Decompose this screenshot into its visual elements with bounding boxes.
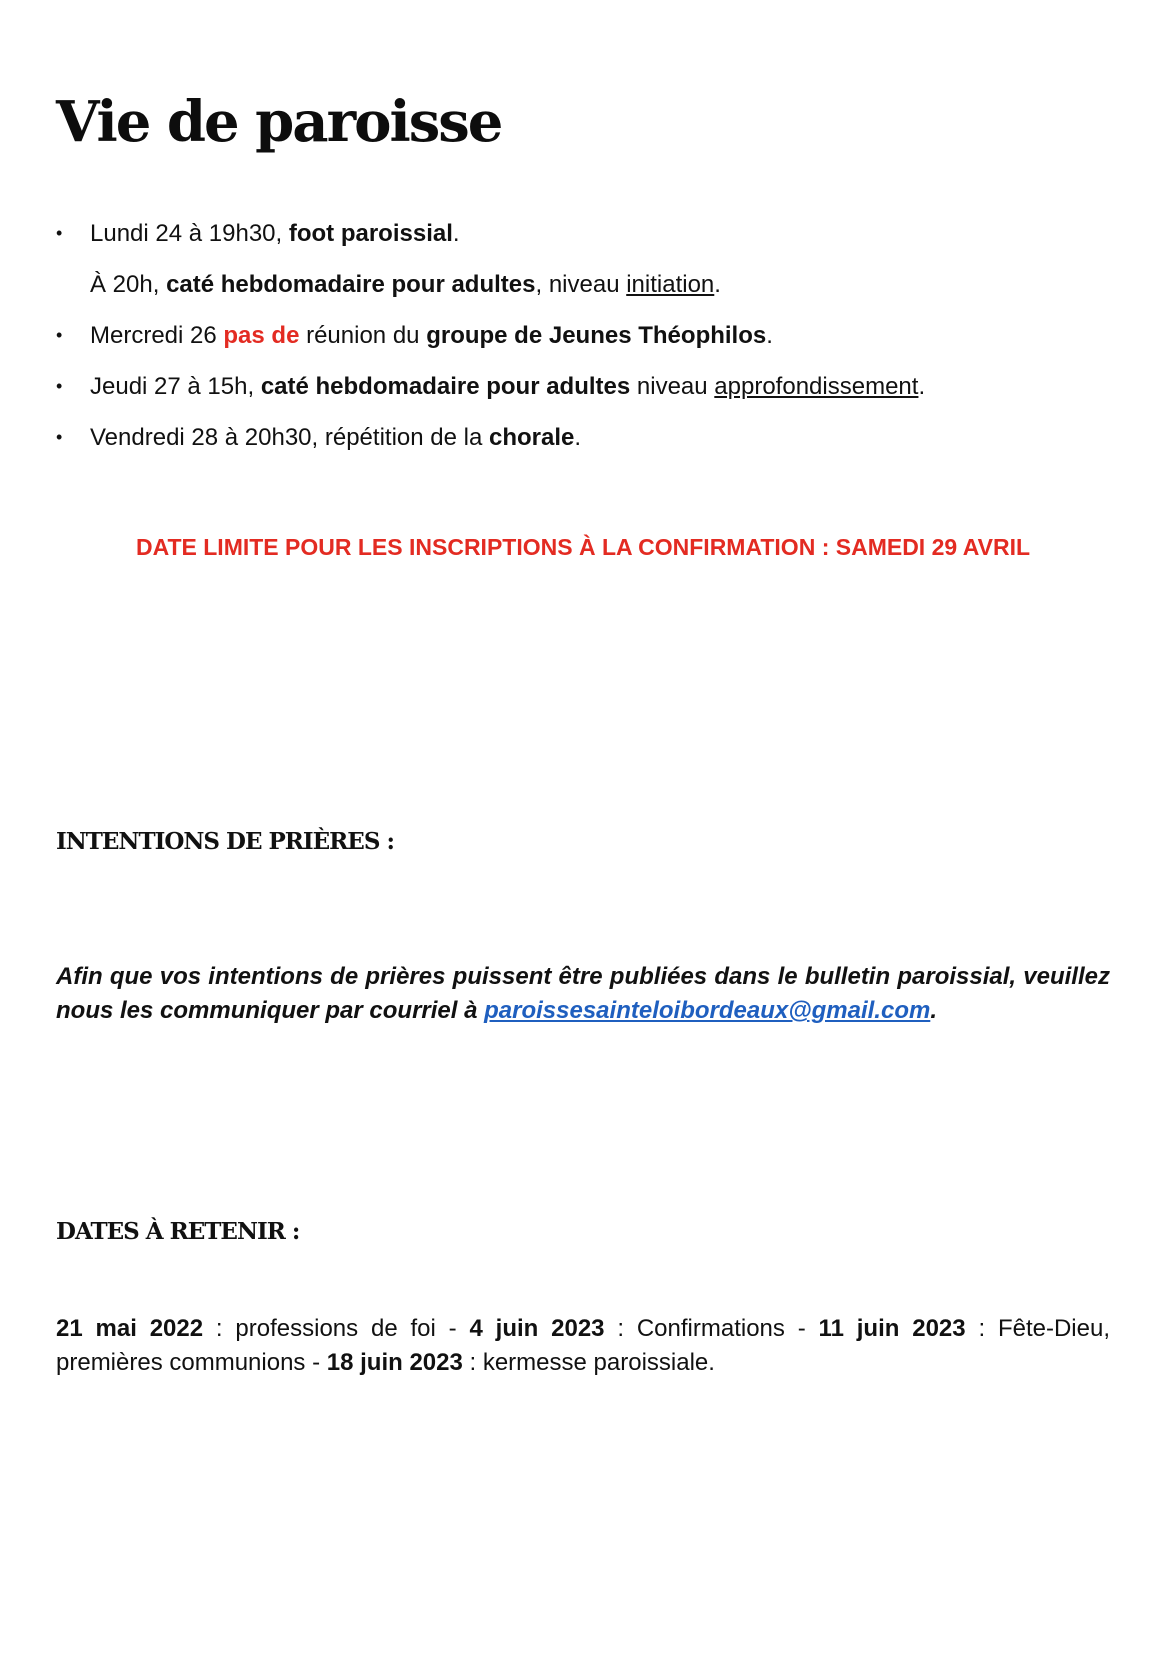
schedule-text: . xyxy=(452,220,460,247)
date-value: 18 juin 2023 xyxy=(326,1349,463,1376)
list-item xyxy=(56,371,1116,402)
schedule-emphasis: caté hebdomadaire pour adultes xyxy=(166,271,536,298)
date-value: 11 juin 2023 xyxy=(818,1315,966,1342)
schedule-level: approfondissement xyxy=(714,373,919,400)
date-value: 4 juin 2023 xyxy=(469,1315,605,1342)
schedule-level: initiation xyxy=(626,271,715,298)
date-description: : kermesse paroissiale. xyxy=(462,1349,715,1376)
email-link[interactable]: paroissesainteloibordeaux@gmail.com xyxy=(484,997,931,1024)
dates-heading: DATES À RETENIR : xyxy=(56,1218,300,1245)
schedule-text: . xyxy=(918,373,926,400)
schedule-text: Mercredi 26 xyxy=(90,322,224,349)
schedule-text: Jeudi 27 à 15h, xyxy=(90,373,261,400)
schedule-text: , niveau xyxy=(535,271,627,298)
confirmation-deadline-notice: DATE LIMITE POUR LES INSCRIPTIONS À LA CONFIRMATION : SAMEDI 29 AVRIL xyxy=(135,534,1031,560)
bullet-icon: • xyxy=(56,376,63,396)
page-title: Vie de paroisse xyxy=(56,89,502,155)
intentions-heading: INTENTIONS DE PRIÈRES : xyxy=(56,828,394,855)
bullet-icon: • xyxy=(56,223,63,243)
dates-paragraph xyxy=(56,1312,1110,1380)
schedule-text: . xyxy=(714,271,721,298)
date-description: : Confirmations - xyxy=(604,1315,819,1342)
schedule-text: . xyxy=(766,322,773,349)
schedule-text: Lundi 24 à 19h30, xyxy=(90,220,289,247)
date-value: 21 mai 2022 xyxy=(56,1315,204,1342)
schedule-emphasis: groupe de Jeunes Théophilos xyxy=(426,322,767,349)
list-item xyxy=(56,422,1116,453)
weekly-schedule-list xyxy=(56,218,1116,473)
intentions-paragraph xyxy=(56,960,1110,1028)
schedule-text: . xyxy=(574,424,582,451)
intentions-end: . xyxy=(930,997,937,1024)
date-description: : professions de foi - xyxy=(203,1315,470,1342)
list-item xyxy=(56,320,1116,351)
date-description: : Fête-Dieu, premières communions - xyxy=(56,1315,1110,1376)
schedule-text: réunion du xyxy=(299,322,427,349)
schedule-emphasis: caté hebdomadaire pour adultes xyxy=(260,373,631,400)
schedule-emphasis: chorale xyxy=(488,424,575,451)
schedule-text: À 20h, xyxy=(90,271,167,298)
bullet-icon: • xyxy=(56,427,63,447)
schedule-emphasis: foot paroissial xyxy=(288,220,453,247)
schedule-text: Vendredi 28 à 20h30, répétition de la xyxy=(90,424,489,451)
list-item xyxy=(56,218,1116,300)
schedule-subline xyxy=(90,269,1116,300)
intentions-text: Afin que vos intentions de prières puissent être publiées dans le bulletin paroissial, veuillez nous les communiquer par courriel à xyxy=(56,963,1110,1024)
schedule-text: niveau xyxy=(630,373,715,400)
schedule-warning: pas de xyxy=(223,322,300,349)
bullet-icon: • xyxy=(56,325,63,345)
